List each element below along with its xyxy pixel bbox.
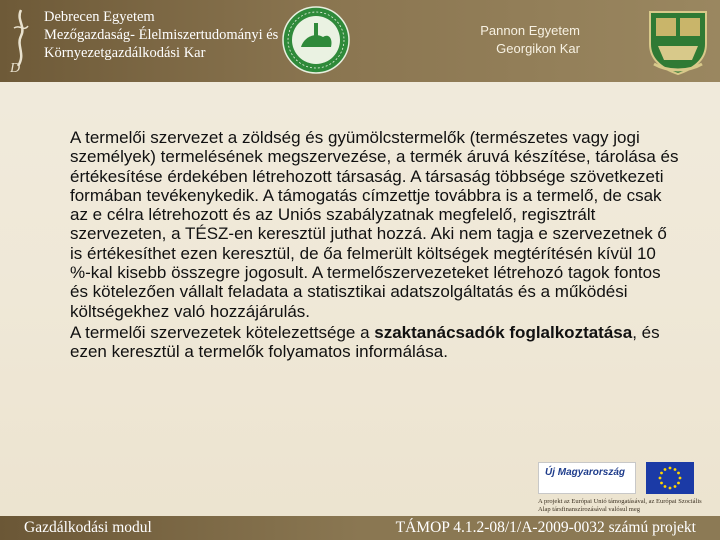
paragraph-2-bold: szaktanácsadók foglalkoztatása: [374, 322, 633, 342]
paragraph-1: A termelői szervezet a zöldség és gyümölcstermelők (természetes vagy jogi személyek) termelésének megszervezése, a termék áruvá készítése, tárolása és értékesítése érdekében létrehozott társaság. A társaság többsége szövetkezeti formában tevékenykedik. A támogatás címzettje továbbra is a termelő, de csak az e célra létrehozott és az Uniós szabályzatnak megfelelő, regisztrált szervezeten, a TÉSZ-en keresztül juthat hozzá. Aki nem tagja e szervezetnek ő is értékesíthet ezen keresztül, de őa felmerült költségek megtérítésén kívül 10 %-kal kisebb összegre jogosult. A termelőszervezeteket létrehozó tagok fontos és kötelezően vállalt feladata a statisztikai adatszolgáltatás és a működési költségekhez való hozzájárulás.: [70, 128, 679, 321]
main-text: [70, 128, 680, 362]
footer-module-label: Gazdálkodási modul: [24, 519, 152, 536]
left-institution-line: Környezetgazdálkodási Kar: [44, 45, 206, 61]
paragraph-2-start: A termelői szervezetek kötelezettsége a: [70, 322, 375, 342]
georgikon-crest-icon: [644, 6, 712, 76]
right-institution-line: Pannon Egyetem: [480, 23, 580, 38]
right-institution-title: [480, 22, 580, 58]
footer-bar: [0, 516, 720, 540]
footer-project-label: TÁMOP 4.1.2-08/1/A-2009-0032 számú projekt: [395, 519, 696, 536]
right-institution-line: Georgikon Kar: [496, 41, 580, 56]
paragraph-2: [70, 323, 680, 362]
header-bar: [0, 0, 720, 82]
eu-caption: A projekt az Európai Unió támogatásával, az Európai Szociális Alap társfinanszírozásával valósul meg: [538, 498, 702, 513]
svg-text:D: D: [10, 61, 21, 76]
left-institution-line: Mezőgazdaság- Élelmiszertudományi és: [44, 27, 279, 43]
eu-flag-icon: [646, 462, 694, 494]
paragraph-2-end: , és ezen keresztül a termelők folyamatos informálása.: [70, 322, 660, 362]
left-institution-title: [44, 8, 278, 62]
left-institution-line: Debrecen Egyetem: [44, 9, 155, 25]
university-logo-icon: [6, 6, 36, 76]
faculty-seal-icon: [281, 5, 351, 75]
uj-magyarorszag-logo: [538, 462, 636, 494]
uj-magyarorszag-logo-text: Új Magyarország: [545, 467, 626, 478]
eu-funding-badge: [538, 462, 712, 520]
